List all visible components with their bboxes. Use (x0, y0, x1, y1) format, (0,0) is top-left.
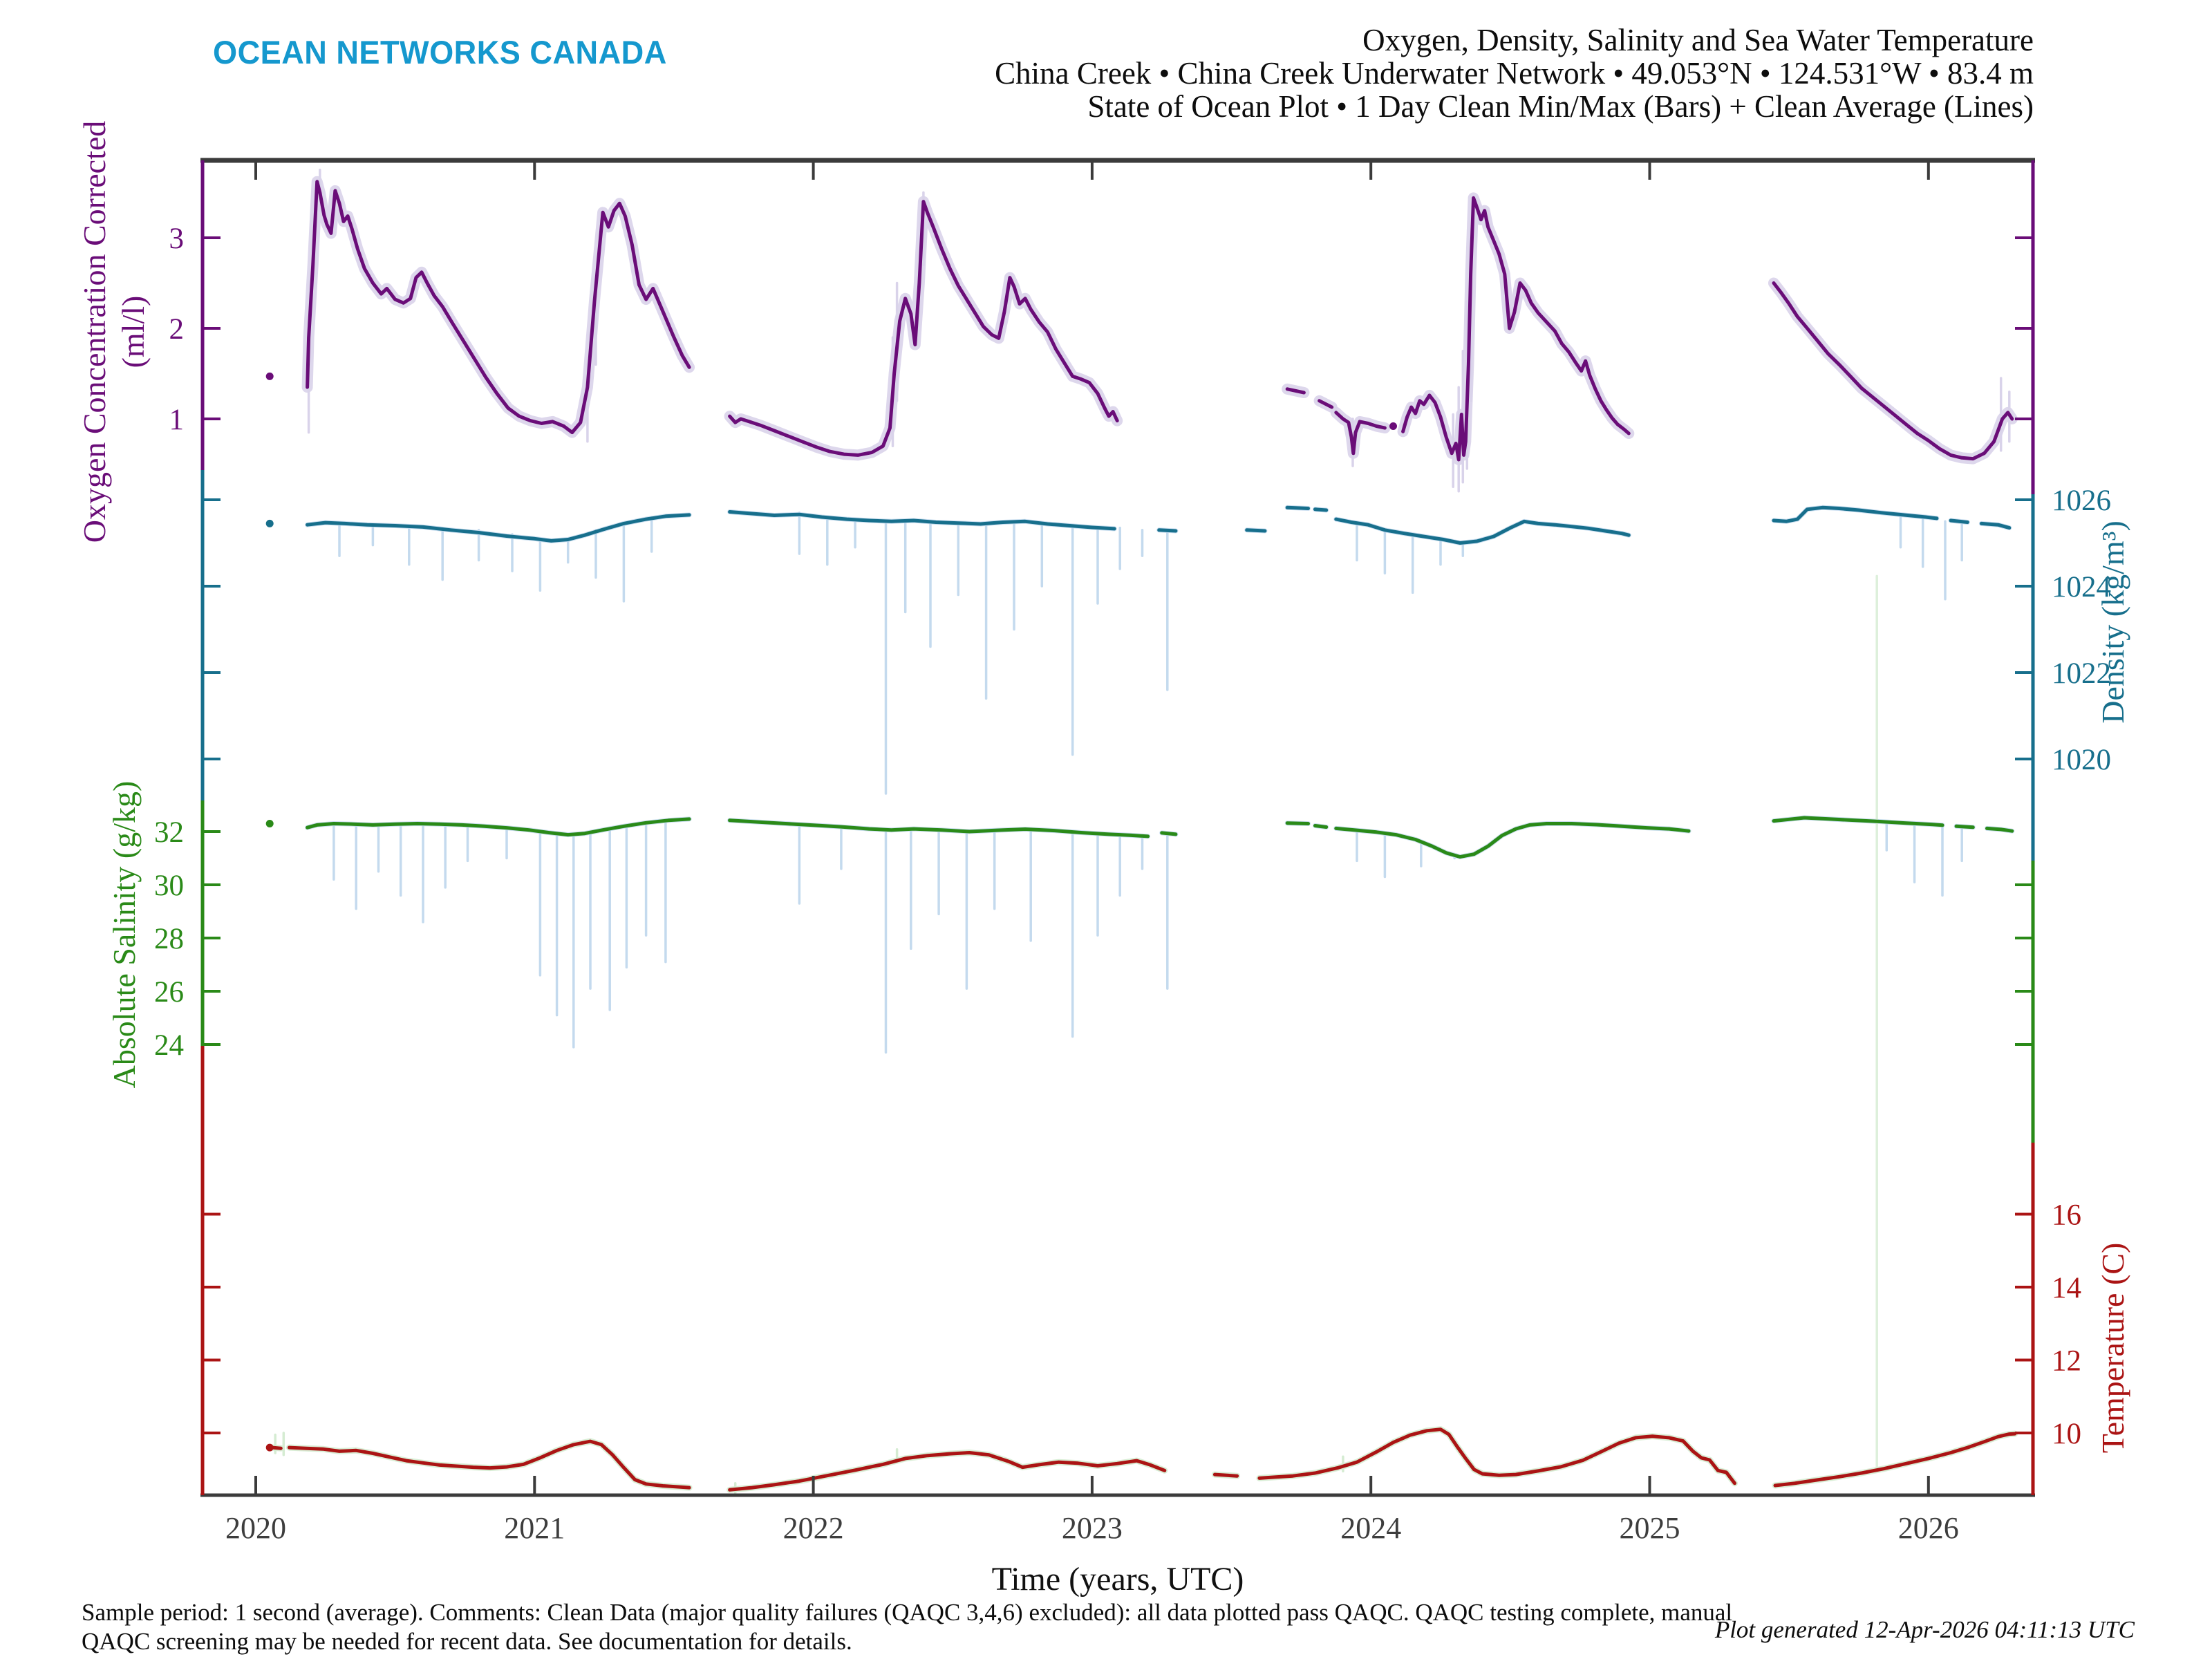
temperature-tick-label: 16 (2052, 1199, 2081, 1232)
salinity-tick-label: 28 (154, 923, 184, 955)
temperature-minmax-band (1775, 1434, 2015, 1485)
oxygen-line (308, 182, 690, 433)
density-minmax-band (308, 515, 690, 541)
salinity-tick-label: 24 (154, 1029, 184, 1062)
density-tick-label: 1020 (2052, 744, 2111, 776)
salinity-axis-title: Absolute Salinity (g/kg) (106, 780, 142, 1089)
salinity-tick-label: 32 (154, 816, 184, 849)
density-data-point (266, 520, 274, 527)
footnote-line1: Sample period: 1 second (average). Comments: Clean Data (major quality failures (QAQC 3,4,6) excluded): all data plotted pass QAQC. QAQC testing complete, manual (82, 1599, 1733, 1626)
density-line (1247, 530, 1265, 531)
density-tick-label: 1026 (2052, 485, 2111, 517)
chart-title-line1: Oxygen, Density, Salinity and Sea Water Temperature (1362, 23, 2034, 57)
oxygen-minmax-band (1774, 283, 2012, 459)
generated-timestamp: Plot generated 12-Apr-2026 04:11:13 UTC (1714, 1616, 2135, 1643)
oxygen-data-point (266, 373, 274, 380)
density-axis-title: Density (kg/m³) (2095, 521, 2130, 724)
oxygen-axis-title: (ml/l) (115, 295, 151, 368)
oxygen-tick-label: 1 (169, 404, 184, 436)
salinity-line (1287, 823, 1308, 824)
density-line (1315, 509, 1327, 510)
temperature-tick-label: 14 (2052, 1272, 2081, 1304)
salinity-line (1956, 826, 1973, 827)
chart-title-line3: State of Ocean Plot • 1 Day Clean Min/Max (Bars) + Clean Average (Lines) (1087, 89, 2034, 124)
oxygen-data-point (1389, 422, 1397, 430)
temperature-tick-label: 10 (2052, 1418, 2081, 1450)
salinity-tick-label: 30 (154, 870, 184, 902)
temperature-line (272, 1447, 281, 1448)
salinity-line (1162, 833, 1176, 834)
onc-logo: OCEAN NETWORKS CANADA (213, 34, 667, 71)
salinity-tick-label: 26 (154, 976, 184, 1009)
oxygen-axis-title: Oxygen Concentration Corrected (77, 120, 112, 543)
x-tick-label: 2023 (1061, 1511, 1123, 1545)
density-tick-label: 1022 (2052, 657, 2111, 690)
salinity-line (1315, 826, 1327, 827)
x-tick-label: 2020 (225, 1511, 286, 1545)
temperature-tick-label: 12 (2052, 1344, 2081, 1378)
density-line (1287, 507, 1308, 508)
density-line (1951, 521, 1967, 523)
x-tick-label: 2021 (504, 1511, 565, 1545)
density-line (1336, 519, 1629, 543)
temperature-minmax-band (730, 1453, 1165, 1490)
temperature-line (1215, 1474, 1237, 1476)
x-tick-label: 2022 (782, 1511, 844, 1545)
oxygen-minmax-band (1403, 198, 1629, 460)
x-tick-label: 2026 (1897, 1511, 1959, 1545)
x-axis-title: Time (years, UTC) (991, 1561, 1244, 1597)
density-tick-label: 1024 (2052, 571, 2111, 603)
temperature-minmax-band (289, 1441, 689, 1488)
chart-title-line2: China Creek • China Creek Underwater Network • 49.053°N • 124.531°W • 83.4 m (995, 56, 2034, 91)
oxygen-tick-label: 3 (169, 223, 184, 255)
density-line (1774, 507, 1937, 521)
x-tick-label: 2025 (1619, 1511, 1680, 1545)
temperature-line (1259, 1430, 1735, 1483)
temperature-axis-title: Temperature (C) (2095, 1242, 2130, 1454)
temperature-data-point (266, 1444, 274, 1452)
footnote-line2: QAQC screening may be needed for recent data. See documentation for details. (82, 1628, 852, 1655)
salinity-data-point (266, 820, 274, 827)
footnote (82, 1598, 1732, 1656)
density-line (1159, 530, 1176, 531)
oxygen-line (1774, 283, 2012, 459)
x-tick-label: 2024 (1340, 1511, 1402, 1545)
density-line (730, 512, 1115, 529)
oxygen-tick-label: 2 (169, 313, 184, 346)
